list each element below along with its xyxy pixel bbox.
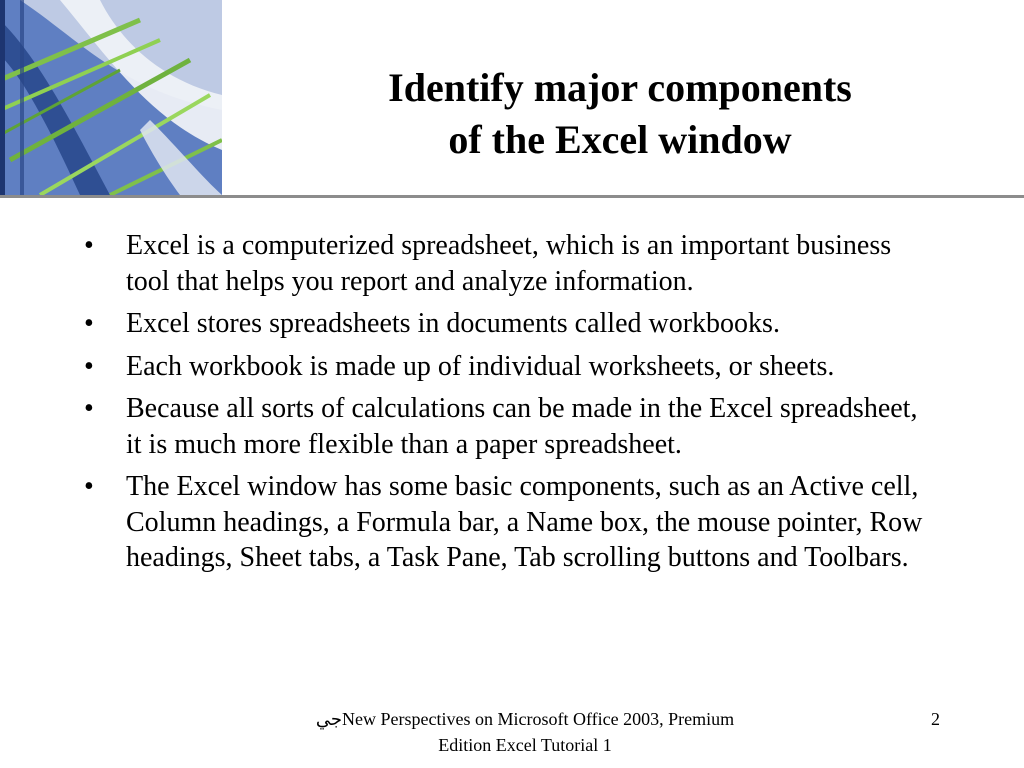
bullet-item — [84, 391, 924, 462]
title-line-1: Identify major components — [388, 65, 852, 110]
slide-title — [230, 62, 1010, 166]
bullet-list — [84, 228, 924, 583]
bullet-marker: • — [84, 230, 94, 261]
page-number: 2 — [931, 709, 940, 729]
footer-line-1: جيNew Perspectives on Microsoft Office 2003, Premium — [315, 709, 735, 729]
bullet-item — [84, 469, 924, 576]
bullet-item — [84, 228, 924, 299]
architecture-image — [0, 0, 222, 195]
bullet-text: Excel stores spreadsheets in documents called workbooks. — [126, 308, 780, 339]
bullet-text: The Excel window has some basic components, such as an Active cell, Column headings, a Formula bar, a Name box, the mouse pointer, Row headings, Sheet tabs, a Task Pane, Tab scrolling buttons and Toolbars. — [126, 471, 923, 573]
title-divider — [0, 195, 1024, 198]
footer-line-2: Edition Excel Tutorial 1 — [438, 735, 612, 755]
bullet-item — [84, 349, 924, 385]
bullet-marker: • — [84, 308, 94, 339]
title-line-2: of the Excel window — [448, 117, 792, 162]
slide-footer — [280, 706, 770, 758]
bullet-item — [84, 306, 924, 342]
bullet-text: Each workbook is made up of individual worksheets, or sheets. — [126, 350, 835, 382]
bullet-text: Excel is a computerized spreadsheet, which is an important business tool that helps you report and analyze information. — [126, 230, 892, 297]
bullet-marker: • — [84, 350, 94, 382]
header-photo — [0, 0, 222, 195]
bullet-marker: • — [84, 393, 94, 424]
bullet-marker: • — [84, 471, 94, 502]
bullet-text: Because all sorts of calculations can be made in the Excel spreadsheet, it is much more flexible than a paper spreadsheet. — [126, 393, 918, 460]
